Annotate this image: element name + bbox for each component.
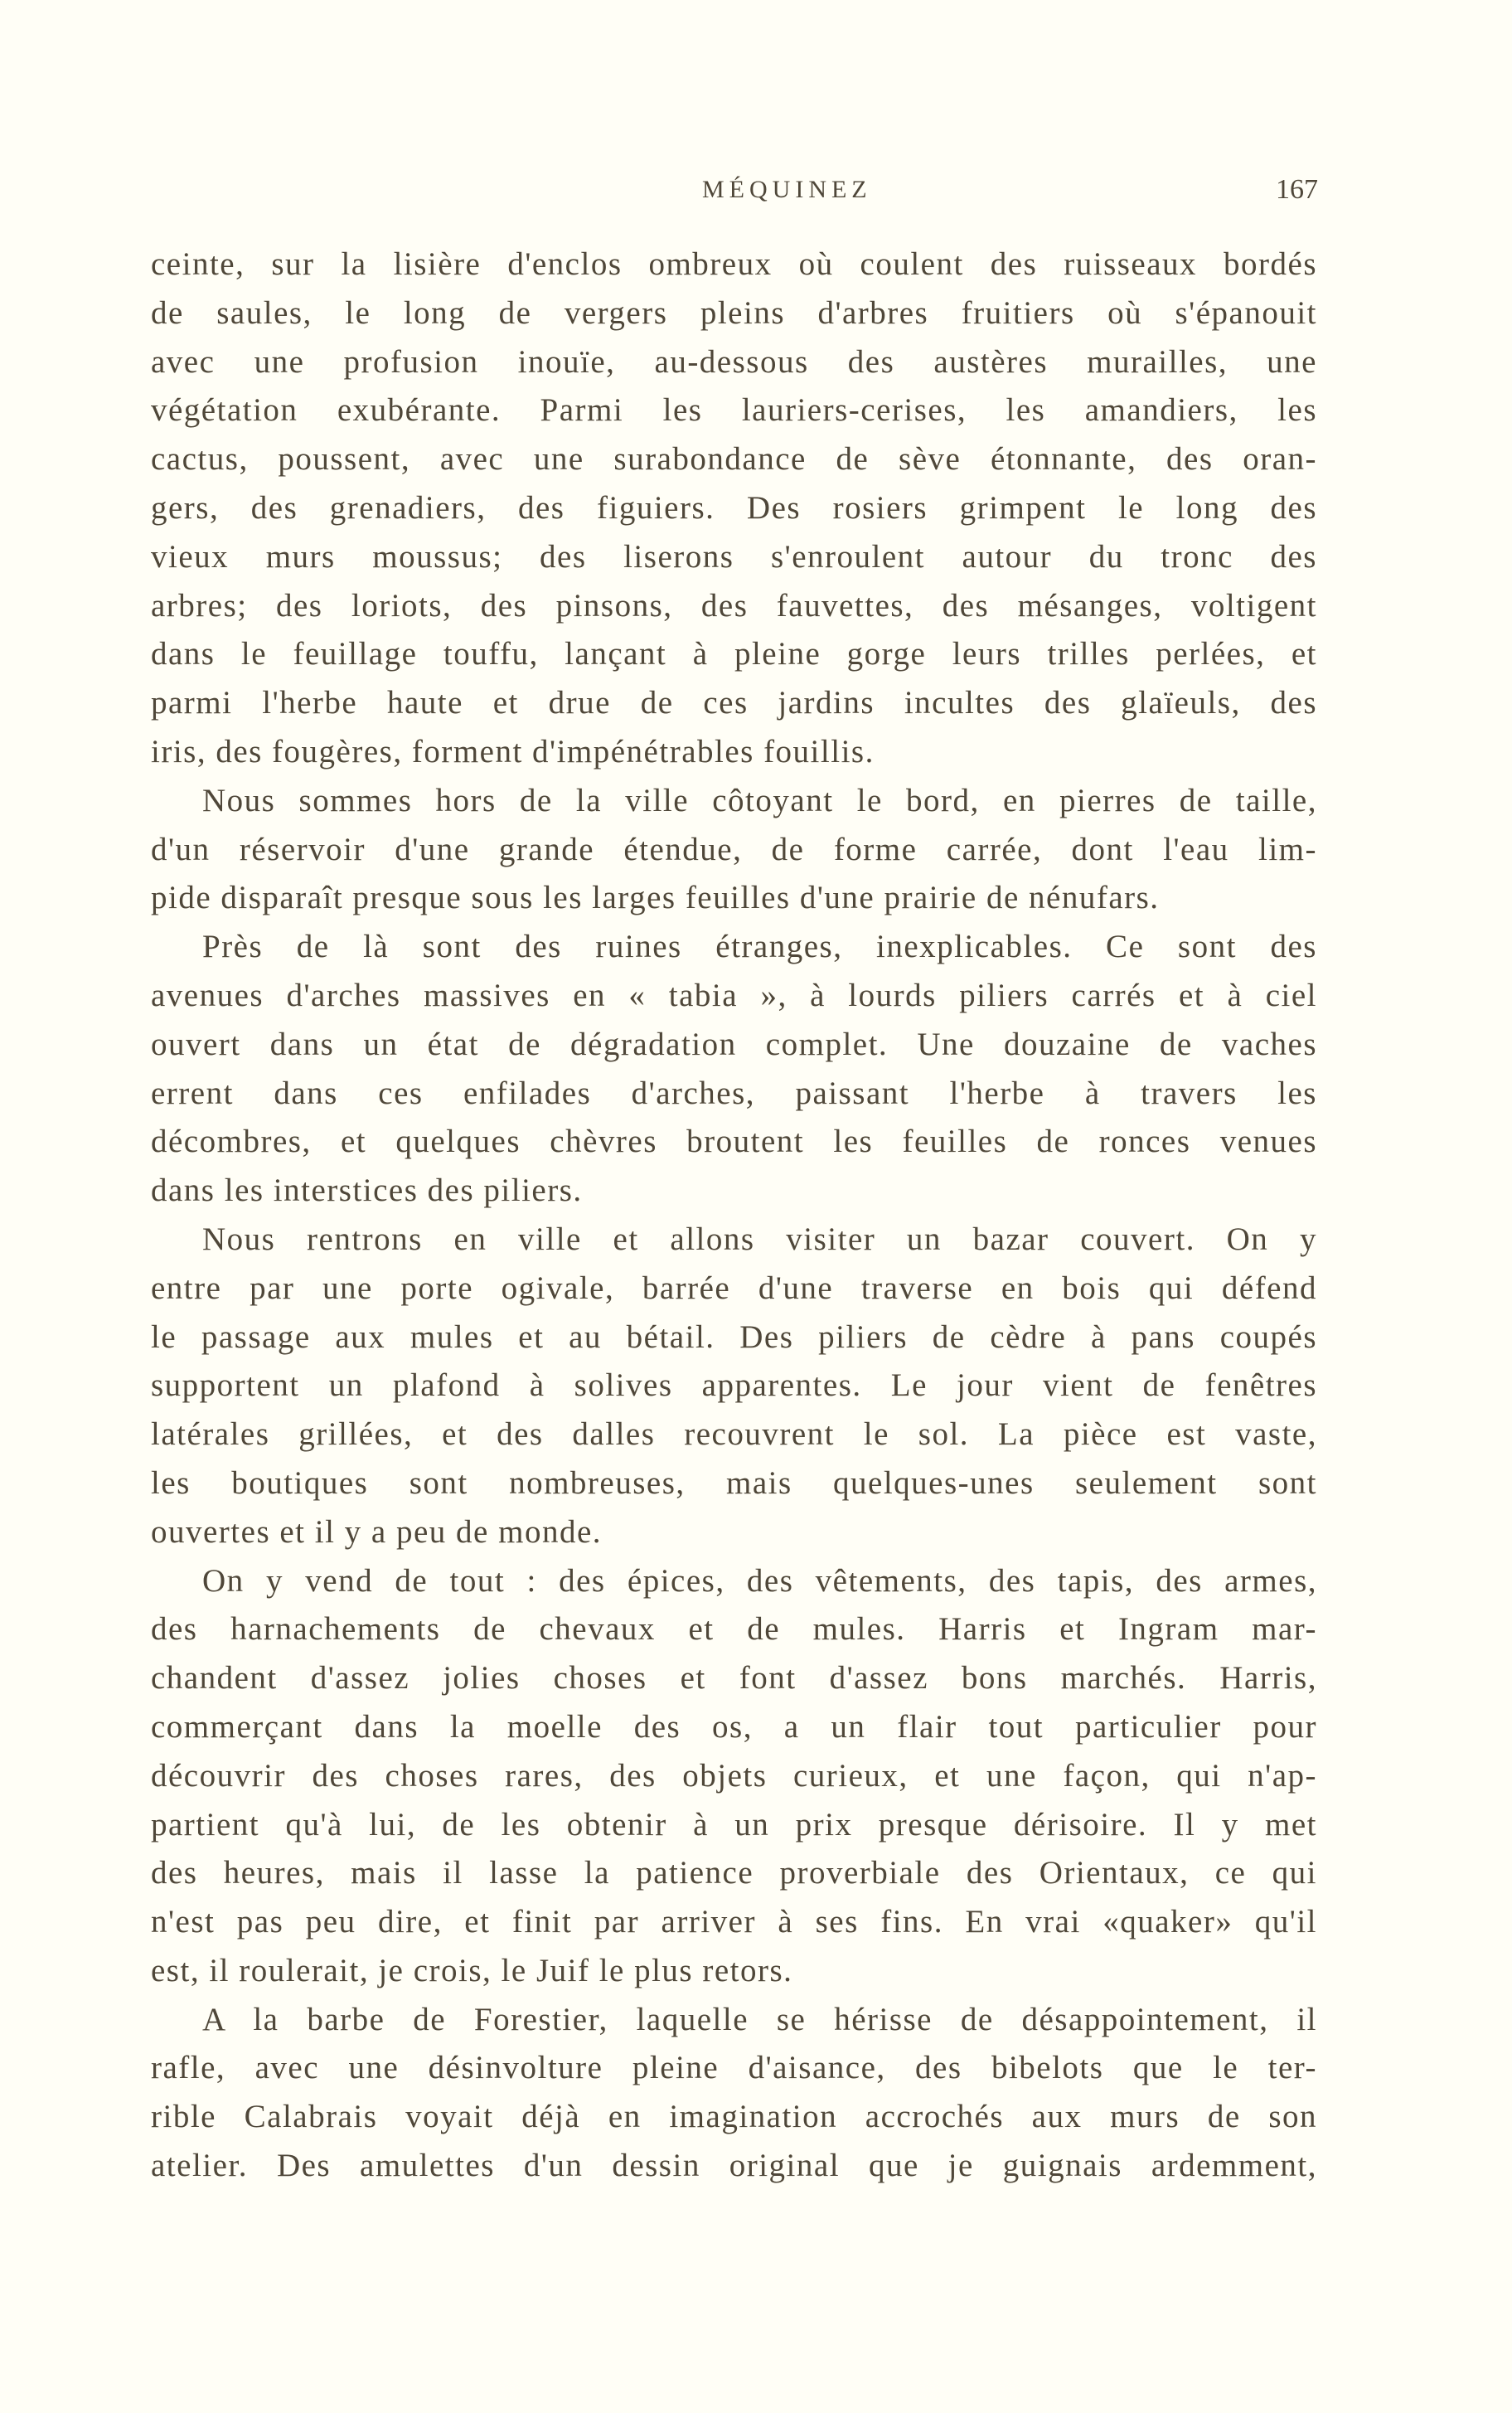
text-line: atelier. Des amulettes d'un dessin original que je guignais ardemment, bbox=[151, 2148, 1317, 2184]
text-line: rafle, avec une désinvolture pleine d'aisance, des bibelots que le ter- bbox=[151, 2050, 1317, 2086]
text-line: de saules, le long de vergers pleins d'arbres fruitiers où s'épanouit bbox=[151, 294, 1317, 331]
text-line: errent dans ces enfilades d'arches, paissant l'herbe à travers les bbox=[151, 1075, 1317, 1111]
paragraph bbox=[151, 240, 1317, 777]
text-line: végétation exubérante. Parmi les lauriers-cerises, les amandiers, les bbox=[151, 392, 1317, 429]
text-line: pide disparaît presque sous les larges feuilles d'une prairie de nénufars. bbox=[151, 880, 1160, 916]
paragraph bbox=[151, 777, 1317, 923]
running-title: MÉQUINEZ bbox=[702, 176, 872, 203]
text-line: entre par une porte ogivale, barrée d'une traverse en bois qui défend bbox=[151, 1270, 1317, 1306]
paragraph bbox=[151, 1557, 1317, 1996]
text-line: n'est pas peu dire, et finit par arriver à ses fins. En vrai «quaker» qu'il bbox=[151, 1904, 1317, 1940]
text-line: gers, des grenadiers, des figuiers. Des rosiers grimpent le long des bbox=[151, 489, 1317, 526]
text-line: avec une profusion inouïe, au-dessous des austères murailles, une bbox=[151, 343, 1317, 380]
text-line: A la barbe de Forestier, laquelle se hérisse de désappointement, il bbox=[202, 2001, 1317, 2037]
text-line: dans le feuillage touffu, lançant à pleine gorge leurs trilles perlées, et bbox=[151, 636, 1317, 672]
text-line: des heures, mais il lasse la patience proverbiale des Orientaux, ce qui bbox=[151, 1855, 1317, 1891]
text-line: On y vend de tout : des épices, des vêtements, des tapis, des armes, bbox=[202, 1562, 1317, 1599]
paragraph bbox=[151, 1996, 1317, 2191]
text-line: les boutiques sont nombreuses, mais quelques-unes seulement sont bbox=[151, 1464, 1317, 1501]
paragraph bbox=[151, 1216, 1317, 1557]
text-line: avenues d'arches massives en « tabia », à lourds piliers carrés et à ciel bbox=[151, 977, 1317, 1013]
page-number: 167 bbox=[1276, 174, 1318, 205]
text-line: d'un réservoir d'une grande étendue, de forme carrée, dont l'eau lim- bbox=[151, 831, 1317, 867]
text-line: découvrir des choses rares, des objets curieux, et une façon, qui n'ap- bbox=[151, 1757, 1317, 1794]
text-line: commerçant dans la moelle des os, a un flair tout particulier pour bbox=[151, 1708, 1317, 1745]
text-line: iris, des fougères, forment d'impénétrables fouillis. bbox=[151, 733, 875, 770]
paragraph bbox=[151, 923, 1317, 1216]
text-line: le passage aux mules et au bétail. Des piliers de cèdre à pans coupés bbox=[151, 1318, 1317, 1355]
text-line: rible Calabrais voyait déjà en imagination accrochés aux murs de son bbox=[151, 2099, 1317, 2135]
body-text bbox=[151, 240, 1317, 2191]
text-line: vieux murs moussus; des liserons s'enroulent autour du tronc des bbox=[151, 538, 1317, 575]
text-line: des harnachements de chevaux et de mules. Harris et Ingram mar- bbox=[151, 1611, 1317, 1648]
text-line: partient qu'à lui, de les obtenir à un prix presque dérisoire. Il y met bbox=[151, 1806, 1317, 1843]
text-line: ouvertes et il y a peu de monde. bbox=[151, 1513, 603, 1550]
text-line: est, il roulerait, je crois, le Juif le plus retors. bbox=[151, 1952, 793, 1988]
text-line: ouvert dans un état de dégradation complet. Une douzaine de vaches bbox=[151, 1026, 1317, 1062]
text-line: décombres, et quelques chèvres broutent les feuilles de ronces venues bbox=[151, 1124, 1317, 1160]
text-line: ceinte, sur la lisière d'enclos ombreux où coulent des ruisseaux bordés bbox=[151, 246, 1317, 282]
text-line: parmi l'herbe haute et drue de ces jardins incultes des glaïeuls, des bbox=[151, 685, 1317, 721]
text-line: dans les interstices des piliers. bbox=[151, 1173, 583, 1209]
text-line: Près de là sont des ruines étranges, inexplicables. Ce sont des bbox=[202, 929, 1317, 965]
text-line: latérales grillées, et des dalles recouvrent le sol. La pièce est vaste, bbox=[151, 1416, 1317, 1453]
text-line: cactus, poussent, avec une surabondance de sève étonnante, des oran- bbox=[151, 441, 1317, 478]
text-line: arbres; des loriots, des pinsons, des fauvettes, des mésanges, voltigent bbox=[151, 587, 1317, 624]
text-line: supportent un plafond à solives apparentes. Le jour vient de fenêtres bbox=[151, 1367, 1317, 1404]
text-line: Nous rentrons en ville et allons visiter un bazar couvert. On y bbox=[202, 1221, 1317, 1257]
text-line: chandent d'assez jolies choses et font d'assez bons marchés. Harris, bbox=[151, 1660, 1317, 1697]
text-line: Nous sommes hors de la ville côtoyant le bord, en pierres de taille, bbox=[202, 782, 1317, 818]
